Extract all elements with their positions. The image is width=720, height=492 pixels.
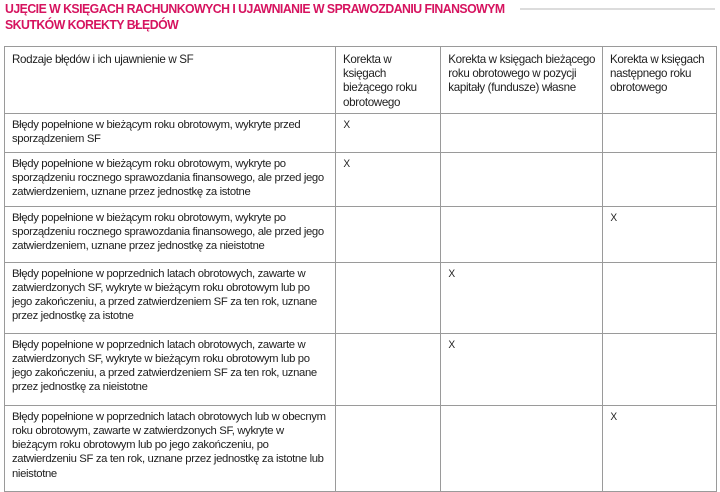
table-row <box>5 152 717 206</box>
title-line-1: UJĘCIE W KSIĘGACH RACHUNKOWYCH I UJAWNIANIE W SPRAWOZDANIU FINANSOWYM <box>5 1 505 16</box>
table-row <box>5 262 717 333</box>
title-divider-rule <box>520 8 715 10</box>
table-header-row <box>5 47 717 114</box>
equity-mark-cell <box>441 333 603 405</box>
current-year-mark-cell <box>336 113 441 152</box>
next-year-mark-cell <box>603 206 717 262</box>
equity-mark-cell <box>441 206 603 262</box>
current-year-mark-cell <box>336 206 441 262</box>
row-description: Błędy popełnione w bieżącym roku obrotowym, wykryte po sporządzeniu rocznego sprawozdania finansowego, ale przed jego zatwierdzeniem, uznane przez jednostkę za istotne <box>5 152 336 206</box>
table-row <box>5 206 717 262</box>
row-description: Błędy popełnione w poprzednich latach obrotowych lub w obecnym roku obrotowym, zawarte w zatwierdzonych SF, wykryte w bieżącym roku obrotowym lub po jego zakończeniu, po zatwierdzeniu SF za ten rok, uznane przez jednostkę za istotne lub nieistotne <box>5 405 336 491</box>
table-row <box>5 333 717 405</box>
equity-mark-cell <box>441 152 603 206</box>
current-year-mark-cell <box>336 333 441 405</box>
header-equity-correction: Korekta w księgach bieżącego roku obrotowego w pozycji kapitały (fundusze) własne <box>441 47 603 114</box>
current-year-mark-cell <box>336 152 441 206</box>
title-line-2: SKUTKÓW KOREKTY BŁĘDÓW <box>5 17 179 32</box>
current-year-mark: X <box>343 157 350 170</box>
next-year-mark: X <box>610 211 617 224</box>
equity-mark-cell <box>441 113 603 152</box>
current-year-mark: X <box>343 118 350 131</box>
current-year-mark-cell <box>336 405 441 491</box>
error-correction-table <box>4 46 717 492</box>
table-row <box>5 405 717 491</box>
row-description: Błędy popełnione w poprzednich latach obrotowych, zawarte w zatwierdzonych SF, wykryte w bieżącym roku obrotowym lub po jego zakończeniu, a przed zatwierdzeniem SF za ten rok, uznane przez jednostkę za istotne <box>5 262 336 333</box>
next-year-mark-cell <box>603 113 717 152</box>
section-title <box>5 1 717 33</box>
next-year-mark-cell <box>603 405 717 491</box>
header-next-year-correction: Korekta w księgach następnego roku obrotowego <box>603 47 717 114</box>
current-year-mark-cell <box>336 262 441 333</box>
next-year-mark: X <box>610 410 617 423</box>
header-error-types: Rodzaje błędów i ich ujawnienie w SF <box>5 47 336 114</box>
table-row <box>5 113 717 152</box>
equity-mark: X <box>448 338 456 351</box>
row-description: Błędy popełnione w poprzednich latach obrotowych, zawarte w zatwierdzonych SF, wykryte w bieżącym roku obrotowym lub po jego zakończeniu, a przed zatwierdzeniem SF za ten rok, uznane przez jednostkę za nieistotne <box>5 333 336 405</box>
row-description: Błędy popełnione w bieżącym roku obrotowym, wykryte po sporządzeniu rocznego sprawozdania finansowego, ale przed jego zatwierdzeniem, uznane przez jednostkę za nieistotne <box>5 206 336 262</box>
equity-mark-cell <box>441 262 603 333</box>
row-description: Błędy popełnione w bieżącym roku obrotowym, wykryte przed sporządzeniem SF <box>5 113 336 152</box>
header-current-year-correction: Korekta w księgach bieżącego roku obrotowego <box>336 47 441 114</box>
title-line-1-row <box>5 1 717 17</box>
next-year-mark-cell <box>603 152 717 206</box>
equity-mark-cell <box>441 405 603 491</box>
next-year-mark-cell <box>603 333 717 405</box>
equity-mark: X <box>448 267 456 280</box>
next-year-mark-cell <box>603 262 717 333</box>
